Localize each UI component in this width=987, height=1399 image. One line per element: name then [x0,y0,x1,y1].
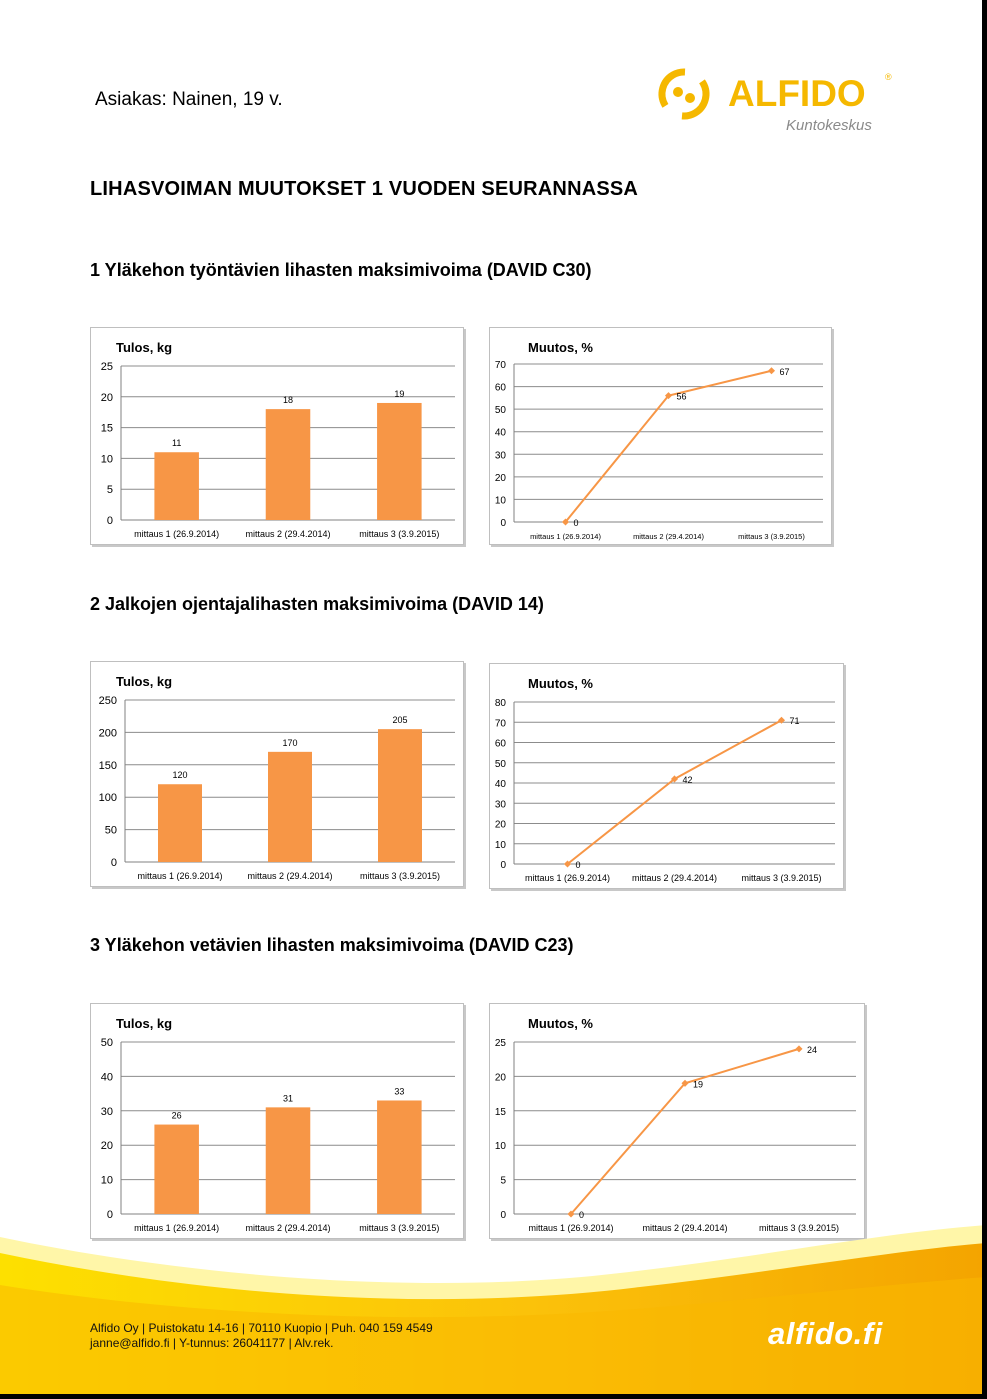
y-tick-label: 250 [98,695,117,707]
chart-title: Muutos, % [528,340,593,355]
chart-svg [91,662,465,888]
bar [377,1100,422,1214]
chart-title: Tulos, kg [116,1016,173,1031]
y-tick-label: 30 [100,1105,113,1118]
bar [158,784,202,862]
y-tick-label: 20 [494,472,506,484]
y-tick-label: 0 [500,1210,506,1221]
section-title-1: 1 Yläkehon työntävien lihasten maksimivoima (DAVID C30) [90,260,592,280]
x-tick-label: mittaus 3 (3.9.2015) [738,532,805,541]
y-tick-label: 25 [494,1038,506,1049]
x-tick-label: mittaus 3 (3.9.2015) [359,871,441,881]
y-tick-label: 50 [100,1037,113,1049]
y-tick-label: 20 [494,1072,506,1084]
bar [266,409,311,520]
chart-svg [490,664,845,890]
x-tick-label: mittaus 2 (29.4.2014) [247,871,333,881]
y-tick-label: 40 [100,1071,113,1084]
x-tick-label: mittaus 2 (29.4.2014) [631,873,718,883]
y-tick-label: 0 [106,515,113,527]
bar [377,403,422,520]
y-tick-label: 20 [100,391,113,404]
y-tick-label: 50 [104,824,117,837]
y-tick-label: 15 [100,422,113,435]
x-tick-label: mittaus 3 (3.9.2015) [758,1223,840,1233]
y-tick-label: 70 [494,360,506,371]
point-value-label: 56 [676,391,687,402]
y-tick-label: 10 [100,1174,113,1187]
bar-value-label: 31 [282,1093,294,1104]
bar-value-label: 120 [172,770,188,781]
chart-1-result-bar [90,327,464,545]
bar [154,452,199,520]
point-value-label: 0 [579,1210,585,1220]
y-tick-label: 0 [110,857,117,869]
y-tick-label: 30 [494,450,506,462]
chart-1-change-line [489,327,832,545]
bar-value-label: 19 [394,388,405,399]
x-tick-label: mittaus 1 (26.9.2014) [528,1223,614,1233]
y-tick-label: 150 [98,759,117,772]
document-title: LIHASVOIMAN MUUTOKSET 1 VUODEN SEURANNASSA [90,178,639,200]
footer-wave [0,1225,987,1399]
y-tick-label: 70 [494,718,506,730]
x-tick-label: mittaus 1 (26.9.2014) [134,529,220,539]
x-tick-label: mittaus 2 (29.4.2014) [642,1223,728,1233]
logo-text: ALFIDO [728,73,866,114]
y-tick-label: 10 [494,839,506,851]
x-tick-label: mittaus 2 (29.4.2014) [633,532,704,541]
y-tick-label: 200 [98,727,117,740]
x-tick-label: mittaus 2 (29.4.2014) [245,1223,331,1233]
chart-2-result-bar [90,661,464,887]
chart-title: Muutos, % [528,1016,593,1031]
y-tick-label: 20 [494,819,506,831]
footer-email-line: janne@alfido.fi | Y-tunnus: 26041177 | Alv.rek. [90,1336,334,1350]
point-value-label: 24 [807,1044,818,1055]
bar [378,729,422,862]
footer-brand-link[interactable]: alfido.fi [768,1316,883,1351]
section-title-2: 2 Jalkojen ojentajalihasten maksimivoima (DAVID 14) [90,594,544,614]
data-point [795,1045,802,1052]
x-tick-label: mittaus 3 (3.9.2015) [741,873,822,883]
y-tick-label: 40 [494,427,506,439]
y-tick-label: 50 [494,405,506,417]
bar [266,1107,311,1214]
y-tick-label: 0 [500,518,506,529]
chart-3-result-bar [90,1003,464,1239]
logo-subtitle: Kuntokeskus [786,117,872,134]
alfido-logo-icon [652,66,892,136]
footer-contact [90,1321,433,1351]
y-tick-label: 30 [494,799,506,811]
customer-info: Asiakas: Nainen, 19 v. [95,89,283,110]
chart-title: Tulos, kg [116,674,173,689]
chart-3-change-line [489,1003,865,1239]
series-line [571,1049,799,1214]
y-tick-label: 5 [500,1175,506,1187]
bar-value-label: 18 [282,395,294,406]
footer-address-line: Alfido Oy | Puistokatu 14-16 | 70110 Kuopio | Puh. 040 159 4549 [90,1321,433,1335]
chart-svg [490,328,833,546]
y-tick-label: 5 [106,484,113,497]
point-value-label: 0 [573,518,579,528]
bar-value-label: 33 [394,1086,405,1097]
x-tick-label: mittaus 2 (29.4.2014) [245,529,331,539]
x-tick-label: mittaus 1 (26.9.2014) [134,1223,220,1233]
point-value-label: 0 [575,860,581,870]
y-tick-label: 10 [494,495,506,507]
chart-svg [91,328,465,546]
point-value-label: 67 [779,366,790,377]
chart-title: Tulos, kg [116,340,173,355]
logo-registered-mark: ® [885,72,892,82]
y-tick-label: 10 [100,453,113,466]
chart-2-change-line [489,663,844,889]
point-value-label: 42 [682,774,693,785]
chart-svg [91,1004,465,1240]
chart-title: Muutos, % [528,676,593,691]
x-tick-label: mittaus 3 (3.9.2015) [359,529,440,539]
y-tick-label: 100 [98,792,117,805]
series-line [568,720,782,864]
section-title-3: 3 Yläkehon vetävien lihasten maksimivoima (DAVID C23) [90,935,574,955]
y-tick-label: 0 [106,1209,113,1221]
bar [154,1125,199,1214]
y-tick-label: 20 [100,1140,113,1153]
y-tick-label: 40 [494,779,506,790]
data-point [768,367,775,374]
y-tick-label: 80 [494,698,506,709]
x-tick-label: mittaus 3 (3.9.2015) [359,1223,440,1233]
y-tick-label: 60 [494,382,506,394]
x-tick-label: mittaus 1 (26.9.2014) [137,871,223,881]
bar-value-label: 26 [171,1110,182,1121]
y-tick-label: 0 [500,860,506,871]
y-tick-label: 25 [100,361,113,373]
bar-value-label: 205 [392,715,408,726]
chart-svg [490,1004,866,1240]
y-tick-label: 50 [494,758,506,770]
y-tick-label: 10 [494,1141,506,1153]
x-tick-label: mittaus 1 (26.9.2014) [530,532,601,541]
point-value-label: 19 [693,1079,704,1090]
alfido-logo [652,66,892,136]
bar-value-label: 170 [282,737,298,748]
point-value-label: 71 [789,716,800,727]
bar-value-label: 11 [171,438,182,449]
y-tick-label: 60 [494,738,506,750]
bar [268,752,312,862]
x-tick-label: mittaus 1 (26.9.2014) [524,873,611,883]
y-tick-label: 15 [494,1106,506,1118]
